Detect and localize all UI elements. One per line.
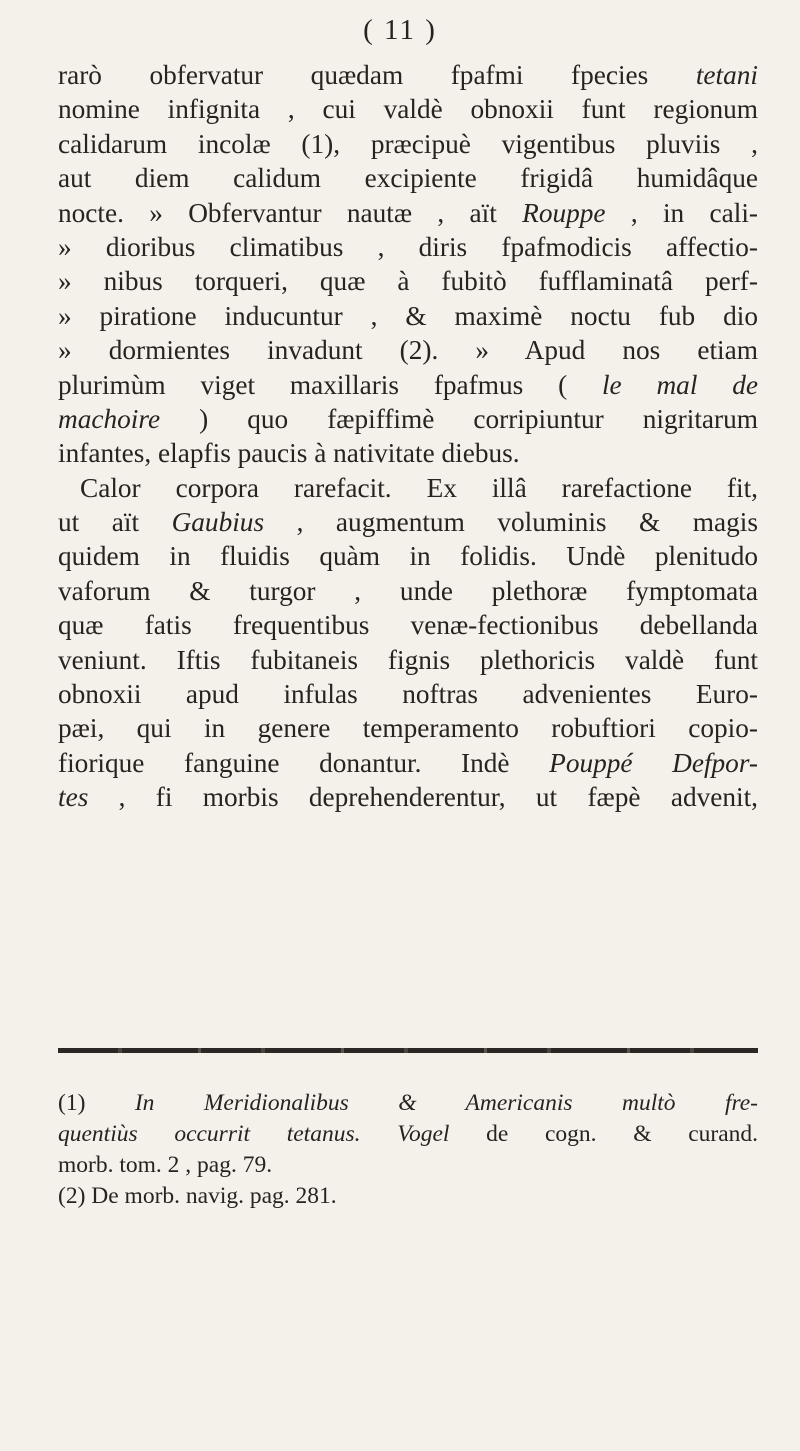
text-line: vaforum & turgor , unde plethoræ fymptomata — [58, 575, 758, 606]
text-line: nocte. » Obfervantur nautæ , aït Rouppe , in cali- — [58, 197, 758, 228]
page-number: ( 11 ) — [363, 14, 437, 46]
footnote-separator-rule — [58, 1048, 758, 1053]
text-line: calidarum incolæ (1), præcipuè vigentibus pluviis , — [58, 128, 758, 159]
text-line: nomine infignita , cui valdè obnoxii funt regionum — [58, 94, 758, 125]
text-line: aut diem calidum excipiente frigidâ humidâque — [58, 163, 758, 194]
text-line: machoire ) quo fæpiffimè corripiuntur nigritarum — [58, 403, 758, 434]
text-line: tes , fi morbis deprehenderentur, ut fæpè advenit, — [58, 782, 758, 813]
text-line: plurimùm viget maxillaris fpafmus ( le mal de — [58, 369, 758, 400]
text-line: rarò obfervatur quædam fpafmi fpecies tetani — [58, 60, 758, 90]
text-line: quidem in fluidis quàm in folidis. Undè plenitudo — [58, 541, 758, 572]
text-line: infantes, elapfis paucis à nativitate diebus. — [58, 438, 520, 469]
text-line: quæ fatis frequentibus venæ-fectionibus debellanda — [58, 610, 758, 641]
text-line: Calor corpora rarefacit. Ex illâ rarefactione fit, — [80, 472, 758, 503]
main-text — [58, 58, 758, 815]
text-line: » dioribus climatibus , diris fpafmodicis affectio- — [58, 231, 758, 262]
text-line: » piratione inducuntur , & maximè noctu fub dio — [58, 300, 758, 331]
text-line: ut aït Gaubius , augmentum voluminis & magis — [58, 507, 758, 538]
footnote-line: (2) De morb. navig. pag. 281. — [58, 1183, 337, 1209]
footnotes — [58, 1088, 758, 1212]
text-line: » dormientes invadunt (2). » Apud nos etiam — [58, 335, 758, 366]
footnote-line: (1) In Meridionalibus & Americanis multò fre- — [58, 1090, 758, 1116]
footnote-line: quentiùs occurrit tetanus. Vogel de cogn. & curand. — [58, 1121, 759, 1147]
text-line: obnoxii apud infulas noftras advenientes Euro- — [58, 679, 758, 710]
text-line: veniunt. Iftis fubitaneis fignis plethoricis valdè funt — [58, 644, 758, 675]
footnote-line: morb. tom. 2 , pag. 79. — [58, 1152, 273, 1178]
text-line: pæi, qui in genere temperamento robuftiori copio- — [58, 713, 758, 744]
text-line: » nibus torqueri, quæ à fubitò fufflaminatâ perf- — [58, 266, 758, 297]
text-line: fiorique fanguine donantur. Indè Pouppé Defpor- — [58, 747, 758, 778]
